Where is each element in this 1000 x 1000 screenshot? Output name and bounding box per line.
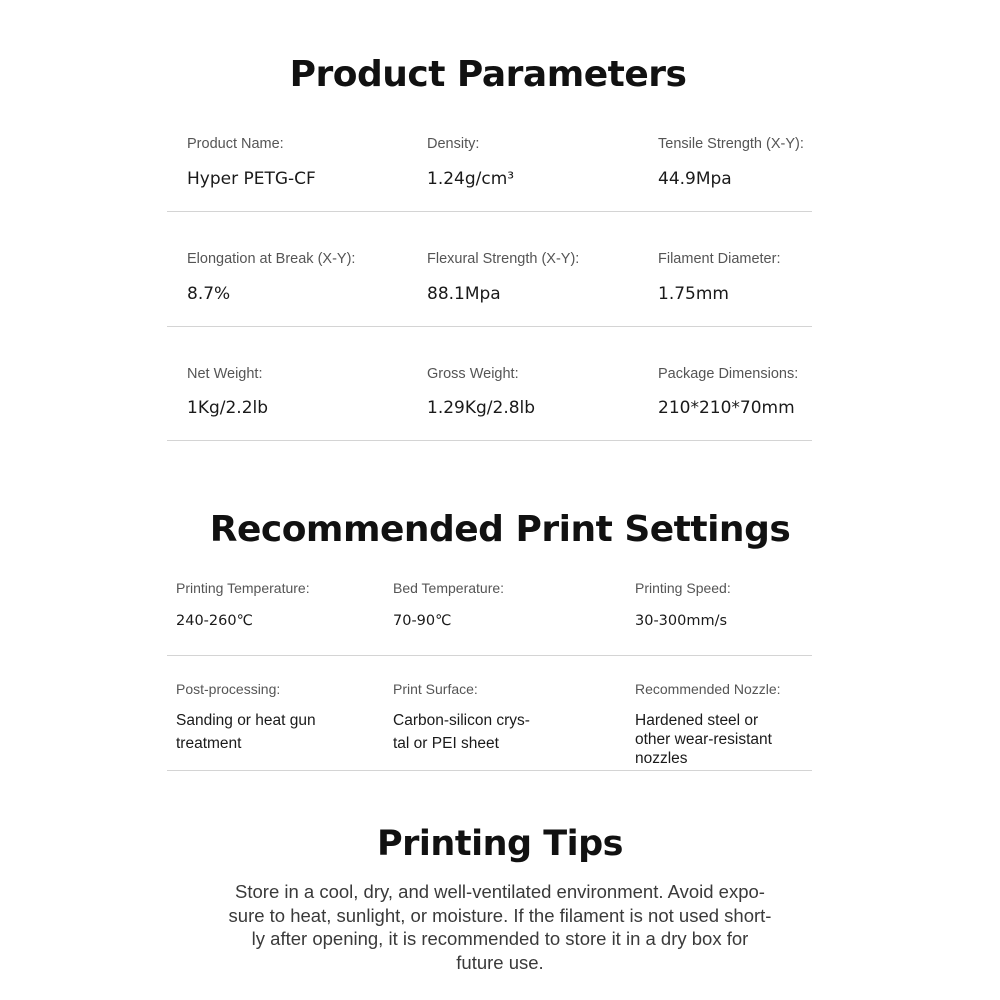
settings-divider bbox=[167, 655, 812, 656]
tips-line: sure to heat, sunlight, or moisture. If the filament is not used short- bbox=[228, 904, 772, 926]
param-divider bbox=[167, 440, 812, 441]
setting-value-post-processing bbox=[176, 711, 366, 753]
param-divider bbox=[167, 211, 812, 212]
param-label-gross-weight: Gross Weight: bbox=[427, 366, 519, 382]
setting-label-printing-speed: Printing Speed: bbox=[635, 580, 731, 596]
param-value-filament-diameter: 1.75mm bbox=[658, 284, 729, 304]
param-label-net-weight: Net Weight: bbox=[187, 366, 263, 382]
param-divider bbox=[167, 326, 812, 327]
param-value-product-name: Hyper PETG-CF bbox=[187, 169, 316, 189]
param-value-flexural-strength: 88.1Mpa bbox=[427, 284, 501, 304]
setting-value-line: nozzles bbox=[635, 750, 688, 767]
setting-value-printing-temperature: 240-260℃ bbox=[176, 613, 253, 629]
param-value-package-dimensions: 210*210*70mm bbox=[658, 398, 795, 418]
setting-label-print-surface: Print Surface: bbox=[393, 681, 478, 697]
param-label-density: Density: bbox=[427, 136, 480, 152]
printing-tips-title: Printing Tips bbox=[377, 824, 623, 864]
param-label-flexural-strength: Flexural Strength (X-Y): bbox=[427, 251, 580, 267]
setting-value-line: tal or PEI sheet bbox=[393, 735, 499, 752]
param-value-net-weight: 1Kg/2.2lb bbox=[187, 398, 269, 418]
setting-label-printing-temperature: Printing Temperature: bbox=[176, 580, 310, 596]
printing-tips-text bbox=[170, 880, 830, 974]
param-value-elongation: 8.7% bbox=[187, 284, 231, 304]
setting-value-line: Sanding or heat gun bbox=[176, 712, 316, 729]
product-parameters-title: Product Parameters bbox=[289, 54, 687, 95]
setting-value-line: Carbon-silicon crys- bbox=[393, 712, 530, 729]
setting-value-print-surface bbox=[393, 711, 583, 753]
tips-line: ly after opening, it is recommended to store it in a dry box for bbox=[251, 928, 749, 949]
param-value-gross-weight: 1.29Kg/2.8lb bbox=[427, 398, 536, 418]
param-value-tensile-strength: 44.9Mpa bbox=[658, 169, 732, 189]
param-label-package-dimensions: Package Dimensions: bbox=[658, 366, 799, 382]
setting-label-bed-temperature: Bed Temperature: bbox=[393, 580, 505, 596]
param-label-elongation: Elongation at Break (X-Y): bbox=[187, 251, 356, 267]
tips-line: future use. bbox=[456, 951, 544, 973]
print-settings-title: Recommended Print Settings bbox=[209, 509, 791, 550]
settings-divider bbox=[167, 770, 812, 771]
param-label-product-name: Product Name: bbox=[187, 136, 284, 152]
setting-value-line: other wear-resistant bbox=[635, 731, 772, 748]
setting-value-recommended-nozzle bbox=[635, 711, 825, 768]
setting-label-post-processing: Post-processing: bbox=[176, 681, 281, 697]
setting-label-recommended-nozzle: Recommended Nozzle: bbox=[635, 681, 781, 697]
tips-line: Store in a cool, dry, and well-ventilated environment. Avoid expo- bbox=[235, 881, 765, 902]
param-label-tensile-strength: Tensile Strength (X-Y): bbox=[658, 136, 804, 152]
setting-value-bed-temperature: 70-90℃ bbox=[393, 613, 452, 629]
setting-value-line: treatment bbox=[176, 735, 242, 752]
param-value-density: 1.24g/cm³ bbox=[427, 169, 515, 189]
setting-value-line: Hardened steel or bbox=[635, 712, 759, 729]
setting-value-printing-speed: 30-300mm/s bbox=[635, 613, 728, 629]
param-label-filament-diameter: Filament Diameter: bbox=[658, 251, 781, 267]
